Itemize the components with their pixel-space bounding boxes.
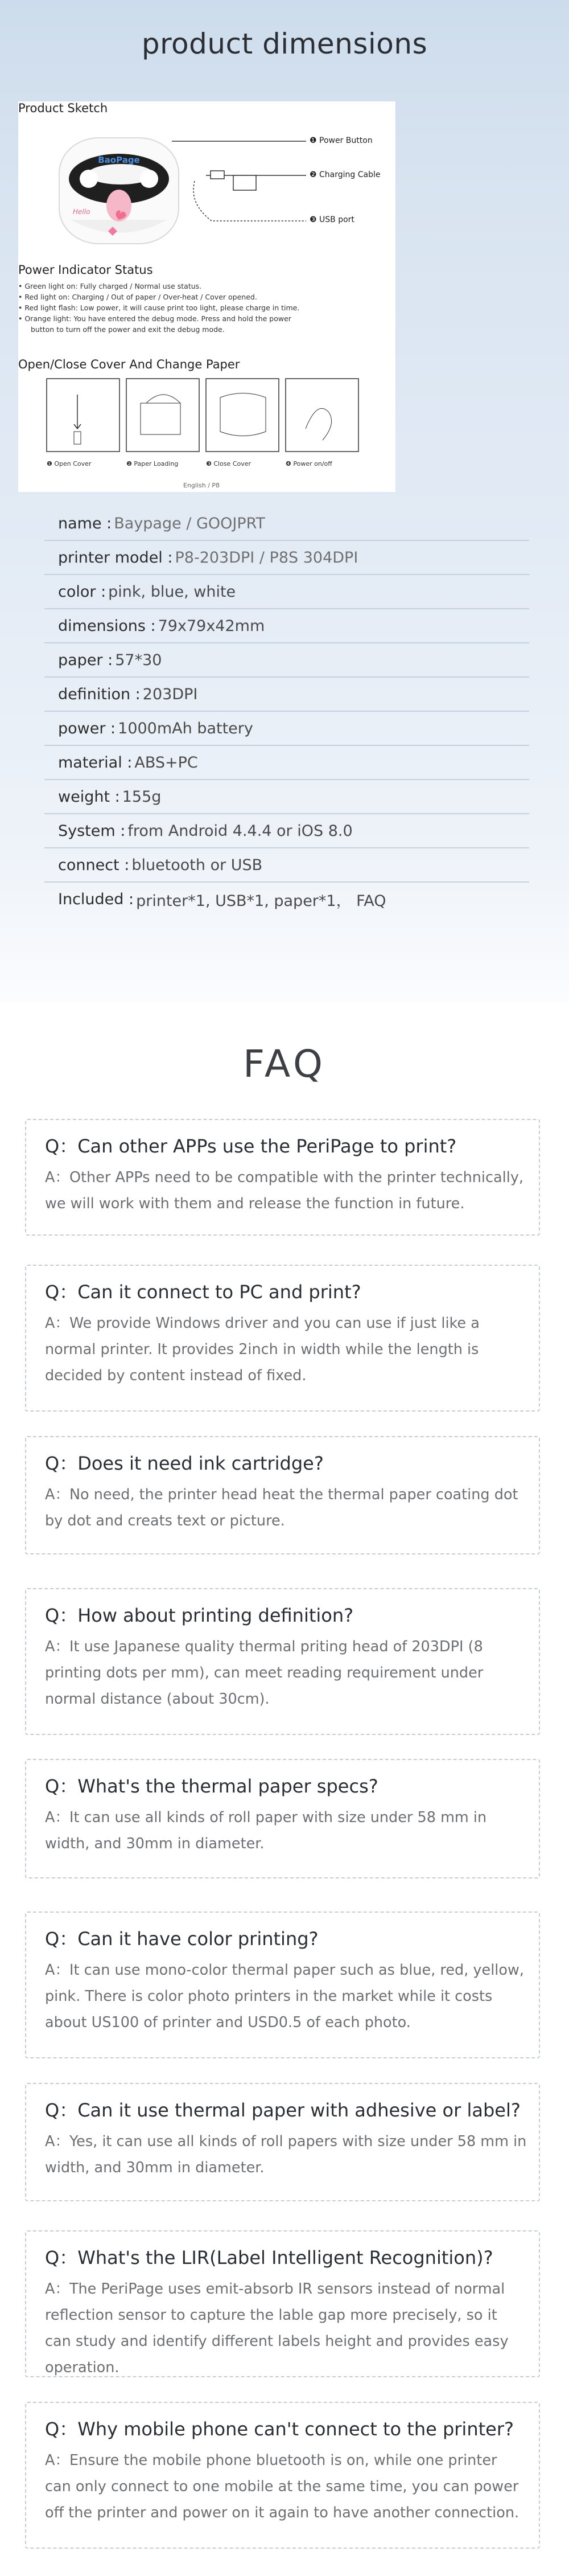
spec-row bbox=[44, 746, 529, 780]
spec-label: color : bbox=[58, 583, 106, 601]
faq-answer: A：We provide Windows driver and you can use if just like a normal printer. It provides 2inch in width while the length is decided by content instead of fixed. bbox=[45, 1315, 480, 1384]
power-indicator-title: Power Indicator Status bbox=[18, 263, 153, 277]
callout-lines bbox=[172, 118, 314, 232]
spec-label: connect : bbox=[58, 856, 130, 874]
faq-question: Q：What's the thermal paper specs? bbox=[45, 1775, 378, 1797]
faq-item bbox=[25, 1265, 540, 1412]
spec-label: material : bbox=[58, 753, 133, 772]
step-close-cover: ❸ Close Cover bbox=[206, 460, 251, 467]
spec-value: 155g bbox=[122, 787, 162, 806]
spec-value: from Android 4.4.4 or iOS 8.0 bbox=[127, 822, 353, 840]
faq-title: FAQ bbox=[243, 1042, 326, 1086]
spec-value: 1000mAh battery bbox=[118, 719, 253, 737]
spec-label: dimensions : bbox=[58, 617, 156, 635]
faq-answer: A：Other APPs need to be compatible with the printer technically, we will work with them and release the function in future. bbox=[45, 1169, 524, 1212]
faq-item bbox=[25, 1759, 540, 1878]
step-paper-loading: ❷ Paper Loading bbox=[126, 460, 179, 467]
faq-question: Q：Why mobile phone can't connect to the printer? bbox=[45, 2418, 514, 2440]
spec-value: Baypage / GOOJPRT bbox=[114, 514, 265, 532]
product-sketch-sheet bbox=[18, 101, 395, 492]
spec-row bbox=[44, 848, 529, 883]
svg-text:Hello: Hello bbox=[73, 208, 90, 216]
spec-value: printer*1, USB*1, paper*1， FAQ bbox=[136, 892, 386, 910]
faq-question: Q：How about printing definition? bbox=[45, 1605, 354, 1626]
spec-value: pink, blue, white bbox=[108, 583, 236, 601]
power-line: • Red light flash: Low power, it will cause print too light, please charge in time. bbox=[18, 303, 300, 312]
spec-row bbox=[44, 541, 529, 575]
sheet-footer: English / P8 bbox=[183, 482, 220, 489]
step-power: ❹ Power on/off bbox=[286, 460, 332, 467]
step-open-cover: ❶ Open Cover bbox=[47, 460, 92, 467]
spec-value: bluetooth or USB bbox=[131, 856, 263, 874]
spec-list bbox=[44, 507, 529, 916]
cover-steps-illustration bbox=[18, 378, 395, 457]
faq-item bbox=[25, 2083, 540, 2201]
faq-question: Q：Can it have color printing? bbox=[45, 1928, 319, 1950]
spec-label: name : bbox=[58, 514, 112, 532]
faq-question: Q：Can it use thermal paper with adhesive or label? bbox=[45, 2099, 521, 2121]
callout-usb-port: ❸ USB port bbox=[310, 215, 354, 224]
spec-row bbox=[44, 814, 529, 848]
spec-label: System : bbox=[58, 822, 126, 840]
faq-question: Q：Can it connect to PC and print? bbox=[45, 1281, 361, 1303]
faq-answer: A：Yes, it can use all kinds of roll papers with size under 58 mm in width, and 30mm in diameter. bbox=[45, 2133, 527, 2176]
callout-charging-cable: ❷ Charging Cable bbox=[310, 170, 381, 179]
spec-row bbox=[44, 712, 529, 746]
spec-row bbox=[44, 609, 529, 643]
spec-value: 79x79x42mm bbox=[158, 617, 265, 635]
faq-question: Q：Does it need ink cartridge? bbox=[45, 1453, 324, 1474]
spec-value: P8-203DPI / P8S 304DPI bbox=[175, 548, 358, 567]
power-line: • Green light on: Fully charged / Normal use status. bbox=[18, 282, 202, 290]
printer-illustration bbox=[53, 134, 184, 248]
brand-logo: BaoPage bbox=[98, 155, 140, 165]
spec-label: printer model : bbox=[58, 548, 173, 567]
faq-item bbox=[25, 1436, 540, 1554]
faq-answer: A：It can use all kinds of roll paper with size under 58 mm in width, and 30mm in diameter. bbox=[45, 1809, 487, 1852]
faq-question: Q：What's the LIR(Label Intelligent Recognition)? bbox=[45, 2247, 493, 2269]
spec-value: ABS+PC bbox=[134, 753, 198, 772]
spec-row bbox=[44, 507, 529, 541]
faq-answer: A：The PeriPage uses emit-absorb IR sensors instead of normal reflection sensor to capture the lable gap more precisely, so it can study and identify different labels height and provides easy operation. bbox=[45, 2280, 509, 2376]
spec-label: weight : bbox=[58, 787, 120, 806]
spec-row bbox=[44, 643, 529, 678]
spec-value: 57*30 bbox=[115, 651, 162, 669]
power-line: button to turn off the power and exit the debug mode. bbox=[31, 325, 225, 334]
faq-item bbox=[25, 1912, 540, 2058]
hero-section bbox=[0, 0, 569, 1002]
spec-row bbox=[44, 575, 529, 609]
spec-label: definition : bbox=[58, 685, 141, 703]
faq-question: Q：Can other APPs use the PeriPage to print? bbox=[45, 1135, 457, 1157]
spec-row bbox=[44, 883, 529, 916]
spec-label: power : bbox=[58, 719, 116, 737]
faq-item bbox=[25, 1119, 540, 1236]
callout-power-button: ❶ Power Button bbox=[310, 136, 373, 145]
page-title: product dimensions bbox=[141, 27, 428, 60]
power-line: • Orange light: You have entered the debug mode. Press and hold the power bbox=[18, 314, 291, 323]
spec-row bbox=[44, 780, 529, 814]
sketch-title: Product Sketch bbox=[18, 101, 108, 115]
spec-label: paper : bbox=[58, 651, 113, 669]
faq-answer: A：It can use mono-color thermal paper such as blue, red, yellow, pink. There is color photo printers in the market while it costs about US100 of printer and USD0.5 of each photo. bbox=[45, 1962, 524, 2031]
spec-row bbox=[44, 678, 529, 712]
faq-answer: A：Ensure the mobile phone bluetooth is on, while one printer can only connect to one mobile at the same time, you can power off the printer and power on it again to have another connection. bbox=[45, 2452, 519, 2521]
faq-item bbox=[25, 2230, 540, 2377]
faq-item bbox=[25, 2402, 540, 2549]
faq-answer: A：It use Japanese quality thermal priting head of 203DPI (8 printing dots per mm), can meet reading requirement under normal distance (about 30cm). bbox=[45, 1638, 484, 1708]
cover-title: Open/Close Cover And Change Paper bbox=[18, 358, 240, 371]
spec-value: 203DPI bbox=[142, 685, 198, 703]
faq-item bbox=[25, 1588, 540, 1735]
faq-answer: A：No need, the printer head heat the thermal paper coating dot by dot and creats text or picture. bbox=[45, 1486, 518, 1529]
spec-label: Included : bbox=[58, 890, 134, 908]
power-line: • Red light on: Charging / Out of paper / Over-heat / Cover opened. bbox=[18, 293, 257, 301]
